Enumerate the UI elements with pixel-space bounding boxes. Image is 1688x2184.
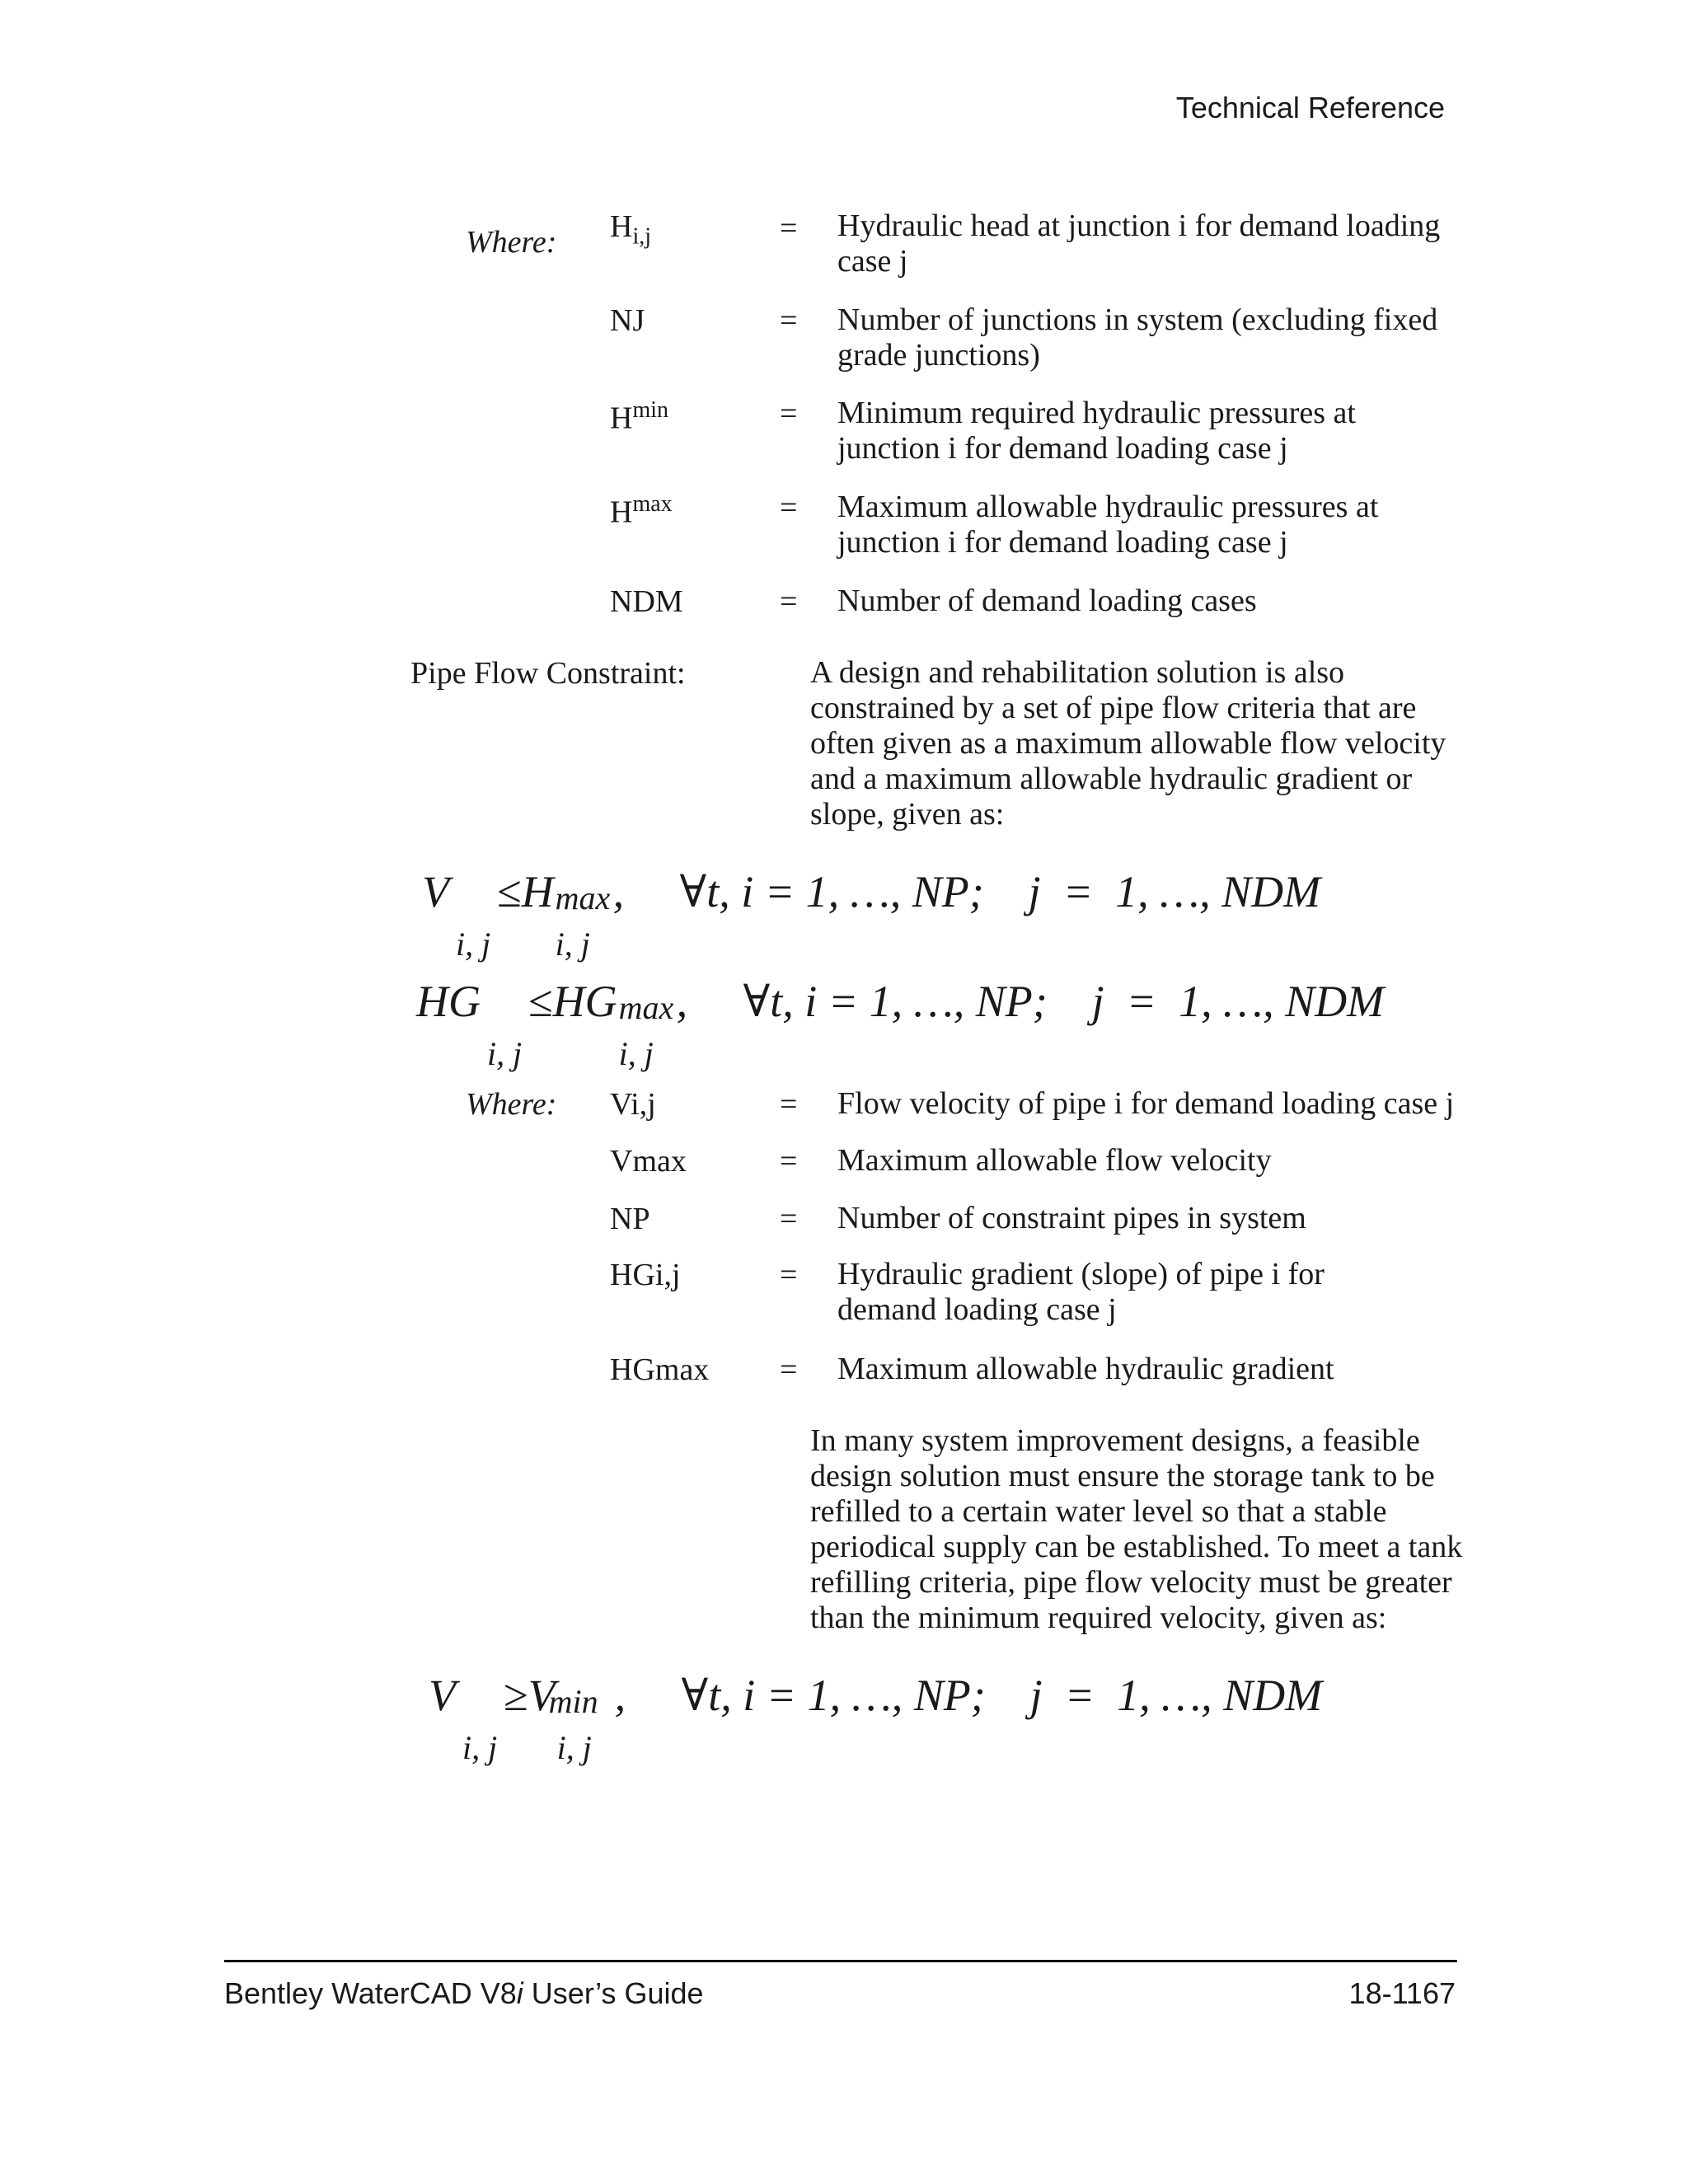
formula-velocity-min <box>429 1669 1323 1766</box>
formula-rhs-subscript: i, j <box>555 926 590 963</box>
pipe-flow-label: Pipe Flow Constraint: <box>410 656 686 691</box>
formula-rhs: HG <box>552 977 617 1026</box>
definition-text: Hydraulic head at junction i for demand loading case j <box>837 209 1441 279</box>
symbol-superscript: max <box>632 491 673 517</box>
footer-guide-title <box>224 1976 704 2011</box>
formula-lhs-subscript: i, j <box>462 1729 498 1766</box>
definition-text: Minimum required hydraulic pressures at junction i for demand loading case j <box>837 396 1356 466</box>
running-header: Technical Reference <box>1175 91 1445 124</box>
footer-title-pre: Bentley WaterCAD V8 <box>224 1976 517 2010</box>
definition-text: Flow velocity of pipe i for demand loading case j <box>837 1086 1455 1121</box>
formula-gradient-max <box>416 975 1385 1072</box>
formula-rhs-superscript: max <box>618 989 674 1026</box>
formula-operator: ≥ <box>504 1671 528 1720</box>
equals-sign: = <box>780 490 798 525</box>
definition-text: Maximum allowable hydraulic pressures at junction i for demand loading case j <box>837 490 1379 560</box>
formula-rhs-superscript: min <box>548 1683 598 1720</box>
formula-lhs-subscript: i, j <box>456 926 491 963</box>
equals-sign: = <box>780 1258 798 1292</box>
formula-rhs: V <box>528 1671 556 1720</box>
symbol-vmax: Vmax <box>610 1144 687 1179</box>
symbol-hg-ij: HGi,j <box>610 1258 681 1292</box>
formula-tail: , ∀t, i = 1, …, NP; j = 1, …, NDM <box>612 867 1321 916</box>
footer-title-post: User’s Guide <box>523 1976 704 2010</box>
footer-rule <box>224 1960 1457 1962</box>
formula-rhs-subscript: i, j <box>618 1035 654 1072</box>
equals-sign: = <box>780 1202 798 1236</box>
symbol-base: H <box>610 494 633 530</box>
where-label: Where: <box>466 1087 557 1122</box>
where-label: Where: <box>466 225 557 260</box>
formula-tail: , ∀t, i = 1, …, NP; j = 1, …, NDM <box>676 977 1385 1026</box>
footer-title-italic: i <box>516 1976 523 2010</box>
tank-paragraph: In many system improvement designs, a feasible design solution must ensure the storage tank to be refilled to a certain water level so that a stable periodical supply can be established. To meet a tank refilling criteria, pipe flow velocity must be greater than the minimum required velocity, given as: <box>810 1423 1463 1635</box>
symbol-hgmax: HGmax <box>610 1352 710 1387</box>
formula-operator: ≤ <box>497 867 522 916</box>
symbol-h-min <box>610 397 668 437</box>
equals-sign: = <box>780 584 798 619</box>
definition-text: Number of junctions in system (excluding fixed grade junctions) <box>837 302 1438 373</box>
formula-lhs-subscript: i, j <box>487 1035 523 1072</box>
symbol-nj: NJ <box>610 303 645 338</box>
definition-text: Maximum allowable hydraulic gradient <box>837 1352 1334 1386</box>
symbol-h-ij <box>610 209 651 251</box>
formula-lhs: HG <box>416 977 481 1026</box>
definition-text: Number of demand loading cases <box>837 583 1257 618</box>
equals-sign: = <box>780 303 798 338</box>
formula-lhs: V <box>429 1671 456 1720</box>
symbol-superscript: min <box>632 397 669 423</box>
symbol-h-max <box>610 491 673 531</box>
footer-page-number: 18-1167 <box>1348 1976 1456 2010</box>
symbol-np: NP <box>610 1202 650 1236</box>
formula-tail: , ∀t, i = 1, …, NP; j = 1, …, NDM <box>614 1671 1323 1720</box>
symbol-base: H <box>610 209 633 244</box>
symbol-ndm: NDM <box>610 584 683 619</box>
definition-text: Number of constraint pipes in system <box>837 1201 1306 1235</box>
symbol-v-ij: Vi,j <box>610 1087 656 1122</box>
equals-sign: = <box>780 1352 798 1387</box>
equals-sign: = <box>780 1144 798 1179</box>
equals-sign: = <box>780 211 798 246</box>
definition-text: Hydraulic gradient (slope) of pipe i for demand loading case j <box>837 1257 1325 1327</box>
symbol-subscript: i,j <box>632 223 652 250</box>
equals-sign: = <box>780 396 798 431</box>
formula-operator: ≤ <box>528 977 553 1026</box>
formula-rhs: H <box>521 867 554 916</box>
definition-text: Maximum allowable flow velocity <box>837 1143 1272 1178</box>
formula-lhs: V <box>422 867 449 916</box>
pipe-flow-paragraph: A design and rehabilitation solution is also constrained by a set of pipe flow criteria that are often given as a maximum allowable flow velocity and a maximum allowable hydraulic gradient or slope, given as: <box>810 655 1447 832</box>
formula-rhs-superscript: max <box>555 879 611 916</box>
formula-rhs-subscript: i, j <box>556 1729 592 1766</box>
equals-sign: = <box>780 1087 798 1122</box>
formula-velocity-max <box>422 865 1321 963</box>
symbol-base: H <box>610 401 633 436</box>
